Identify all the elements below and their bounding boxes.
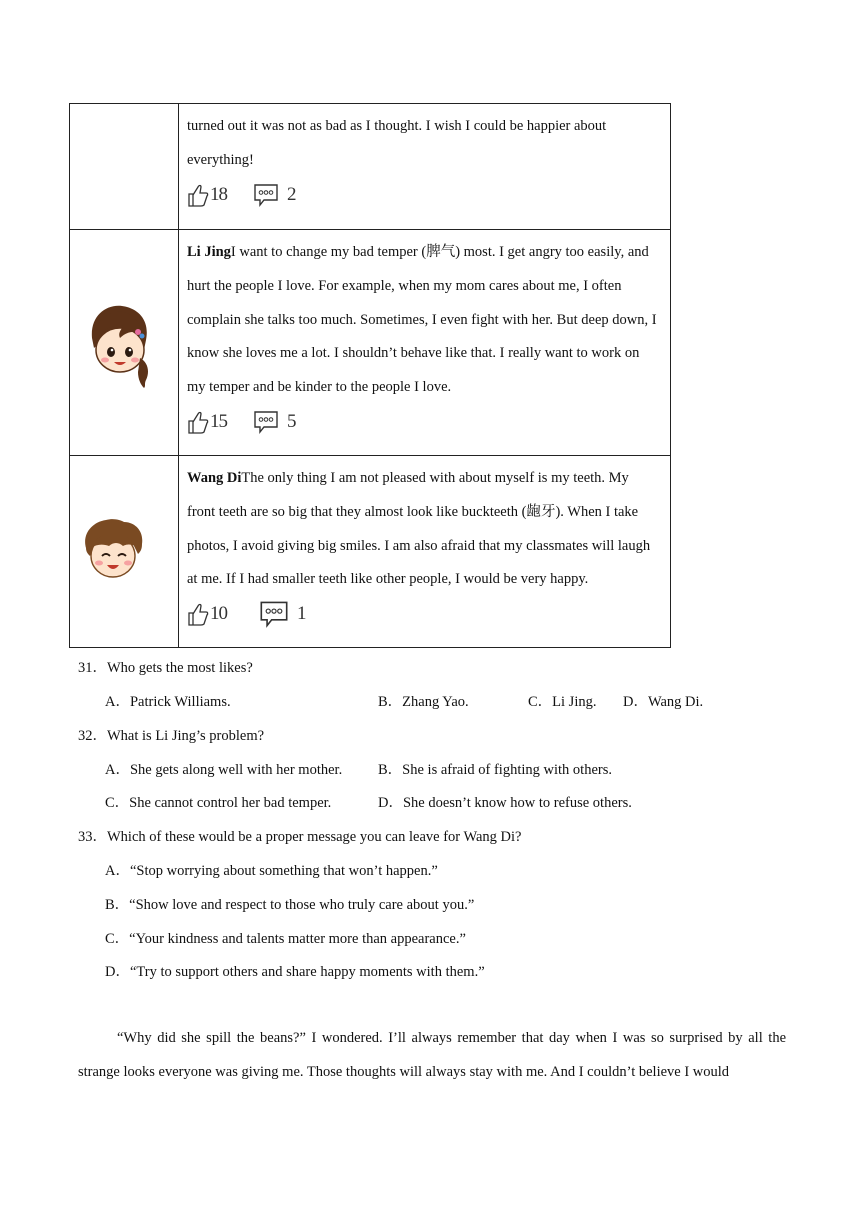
- post-cell: [179, 104, 671, 230]
- option-32-a[interactable]: A．She gets along well with her mother.: [105, 762, 343, 778]
- comments: [259, 597, 307, 631]
- question-number: 33．: [78, 829, 107, 845]
- likes: [187, 597, 227, 631]
- likes: [187, 405, 227, 439]
- post-text: turned out it was not as bad as I thought. I wish I could be happier about everything!: [187, 118, 607, 168]
- avatar-cell-empty: [70, 104, 179, 230]
- option-33-d[interactable]: D．“Try to support others and share happy moments with them.”: [105, 964, 485, 980]
- comment-count: 5: [287, 411, 297, 433]
- passage-paragraph: “Why did she spill the beans?” I wondered. I’ll always remember that day when I was so surprised by all the strange looks everyone was giving me. Those thoughts will always stay with me. And I couldn’t believe I would: [78, 1030, 786, 1080]
- like-count: 18: [210, 183, 227, 205]
- post-stats: [187, 405, 660, 439]
- comments: [253, 178, 297, 212]
- question-number: 32．: [78, 728, 107, 744]
- avatar-cell: [70, 230, 179, 456]
- boy-avatar: [80, 518, 146, 584]
- avatar-cell: [70, 456, 179, 648]
- table-row: [70, 230, 671, 456]
- like-count: 10: [210, 603, 227, 625]
- post-cell: [179, 456, 671, 648]
- like-count: 15: [210, 411, 227, 433]
- question-text: Who gets the most likes?: [107, 660, 253, 676]
- question-33: [78, 825, 521, 846]
- post-cell: [179, 230, 671, 456]
- option-32-c[interactable]: C．She cannot control her bad temper.: [105, 795, 332, 811]
- post-text: I want to change my bad temper (脾气) most. I get angry too easily, and hurt the people I love. For example, when my mom cares about me, I often complain she talks too much. Sometimes, I even fight with her. But deep down, I know she loves me a lot. I shouldn’t behave like that. I really want to work on my temper and be kinder to the people I love.: [187, 244, 657, 396]
- posts-table: [69, 103, 671, 648]
- table-row: [70, 456, 671, 648]
- author-name: Li Jing: [187, 244, 231, 260]
- thumbs-up-icon: [187, 183, 209, 207]
- likes: [187, 178, 227, 212]
- thumbs-up-icon: [187, 602, 209, 626]
- author-name: Wang Di: [187, 470, 242, 486]
- question-text: Which of these would be a proper message you can leave for Wang Di?: [107, 829, 522, 845]
- option-31-c[interactable]: C．Li Jing.: [528, 694, 597, 710]
- option-33-c[interactable]: C．“Your kindness and talents matter more than appearance.”: [105, 931, 466, 947]
- option-31-d[interactable]: D．Wang Di.: [623, 694, 704, 710]
- option-33-a[interactable]: A．“Stop worrying about something that won’t happen.”: [105, 863, 438, 879]
- post-stats: [187, 178, 660, 212]
- question-number: 31．: [78, 660, 107, 676]
- option-32-d[interactable]: D．She doesn’t know how to refuse others.: [378, 795, 632, 811]
- option-31-b[interactable]: B．Zhang Yao.: [378, 694, 469, 710]
- reading-passage: [78, 1021, 786, 1089]
- question-text: What is Li Jing’s problem?: [107, 728, 265, 744]
- option-31-a[interactable]: A．Patrick Williams.: [105, 694, 231, 710]
- comments: [253, 405, 297, 439]
- comment-count: 2: [287, 183, 297, 205]
- question-31: [78, 656, 253, 677]
- table-row: [70, 104, 671, 230]
- option-32-b[interactable]: B．She is afraid of fighting with others.: [378, 762, 612, 778]
- option-33-b[interactable]: B．“Show love and respect to those who truly care about you.”: [105, 897, 475, 913]
- post-stats: [187, 597, 660, 631]
- speech-bubble-icon: [253, 182, 279, 208]
- girl-avatar: [82, 298, 156, 388]
- speech-bubble-icon: [253, 409, 279, 435]
- post-text: The only thing I am not pleased with about myself is my teeth. My front teeth are so big that they almost look like buckteeth (龅牙). When I take photos, I avoid giving big smiles. I am also afraid that my classmates will laugh at me. If I had smaller teeth like other people, I would be very happy.: [187, 470, 651, 588]
- speech-bubble-icon: [259, 599, 289, 629]
- thumbs-up-icon: [187, 410, 209, 434]
- comment-count: 1: [297, 603, 307, 625]
- question-32: [78, 724, 264, 745]
